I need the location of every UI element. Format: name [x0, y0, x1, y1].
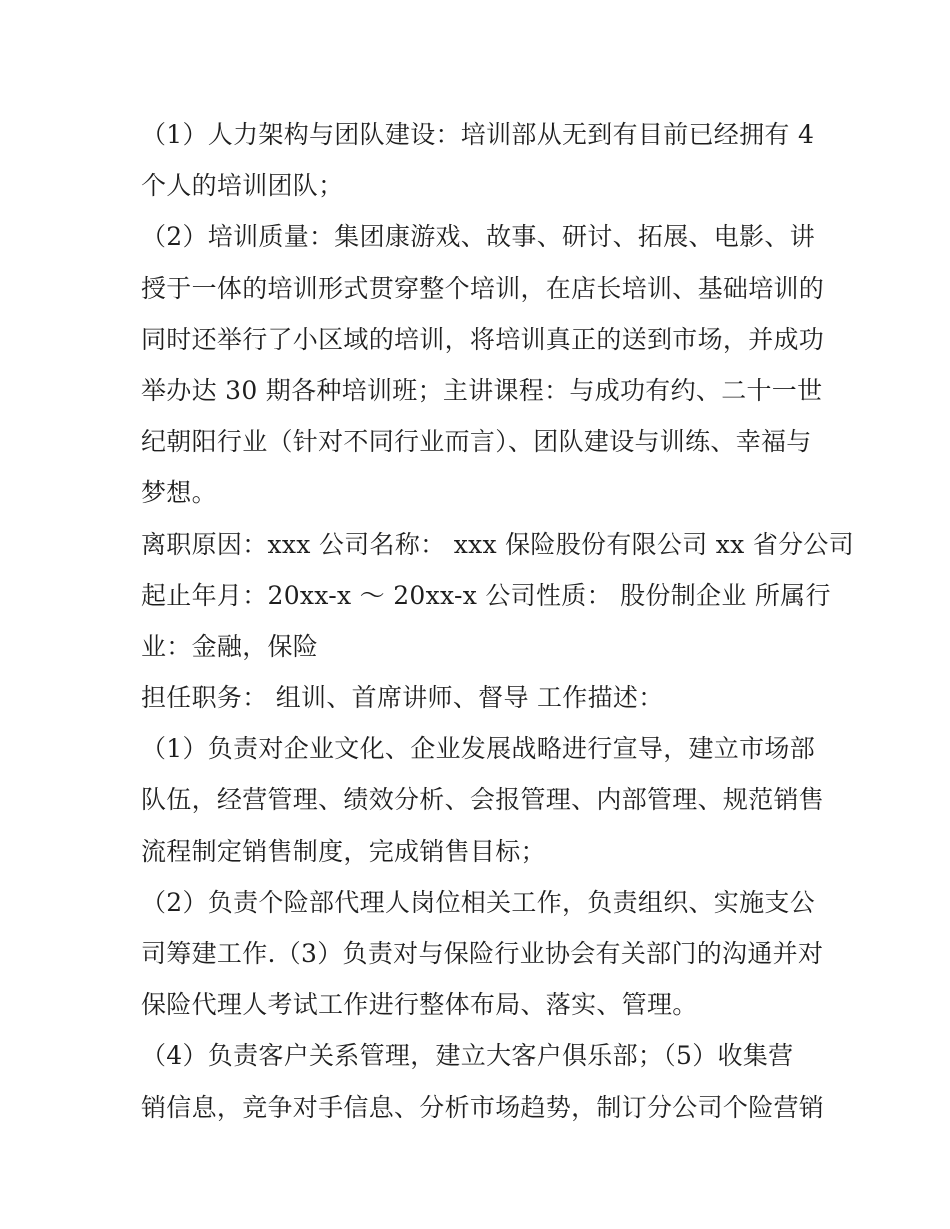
- text-line: 业：金融，保险: [141, 631, 319, 661]
- text-line: 担任职务： 组训、首席讲师、督导 工作描述：: [141, 683, 664, 713]
- text-line: 同时还举行了小区域的培训，将培训真正的送到市场，并成功: [141, 324, 825, 354]
- text-line: 司筹建工作.（3）负责对与保险行业协会有关部门的沟通并对: [141, 939, 824, 968]
- text-line: 授于一体的培训形式贯穿整个培训，在店长培训、基础培训的: [141, 273, 825, 303]
- text-line: 保险代理人考试工作进行整体布局、落实、管理。: [141, 990, 698, 1020]
- text-line: 纪朝阳行业（针对不同行业而言）、团队建设与训练、幸福与: [141, 427, 812, 457]
- text-line: （1）负责对企业文化、企业发展战略进行宣导，建立市场部: [141, 734, 816, 764]
- text-line: 个人的培训团队；: [141, 171, 344, 201]
- text-line: （2）培训质量：集团康游戏、故事、研讨、拓展、电影、讲: [141, 222, 816, 252]
- text-line: 流程制定销售制度，完成销售目标；: [141, 836, 546, 866]
- text-line: （4）负责客户关系管理，建立大客户俱乐部；（5）收集营: [141, 1041, 794, 1071]
- text-line: 离职原因：xxx 公司名称： xxx 保险股份有限公司 xx 省分公司: [141, 529, 855, 559]
- text-line: 举办达 30 期各种培训班；主讲课程：与成功有约、二十一世: [141, 375, 823, 405]
- text-line: 梦想。: [141, 478, 217, 508]
- text-line: 销信息，竞争对手信息、分析市场趋势，制订分公司个险营销: [141, 1092, 825, 1122]
- text-line: （2）负责个险部代理人岗位相关工作，负责组织、实施支公: [141, 887, 816, 917]
- text-line: 起止年月：20xx-x ～ 20xx-x 公司性质： 股份制企业 所属行: [141, 580, 831, 610]
- text-line: （1）人力架构与团队建设：培训部从无到有目前已经拥有 4: [141, 120, 815, 149]
- document-body: [141, 109, 855, 1133]
- text-line: 队伍，经营管理、绩效分析、会报管理、内部管理、规范销售: [141, 785, 825, 815]
